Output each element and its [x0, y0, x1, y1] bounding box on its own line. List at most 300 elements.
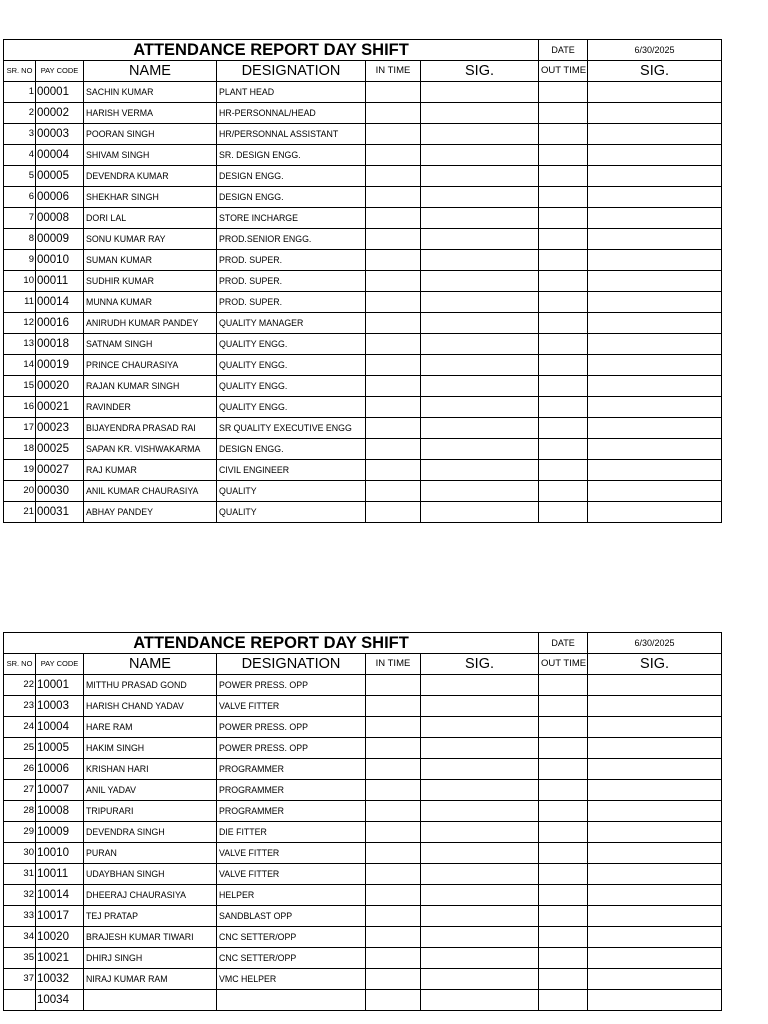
col-sig-out: SIG. — [588, 654, 722, 675]
in-time-cell[interactable] — [366, 439, 421, 460]
in-time-cell[interactable] — [366, 82, 421, 103]
sig-out-cell[interactable] — [588, 822, 722, 843]
designation-cell: PROGRAMMER — [217, 801, 366, 822]
sig-in-cell[interactable] — [421, 355, 539, 376]
sig-in-cell[interactable] — [421, 696, 539, 717]
sr-no-cell: 31 — [4, 864, 36, 885]
sig-out-cell[interactable] — [588, 334, 722, 355]
sr-no-cell: 19 — [4, 460, 36, 481]
sr-no-cell: 34 — [4, 927, 36, 948]
in-time-cell[interactable] — [366, 969, 421, 990]
sig-out-cell[interactable] — [588, 927, 722, 948]
name-cell: DHIRJ SINGH — [84, 948, 217, 969]
sig-out-cell[interactable] — [588, 990, 722, 1011]
pay-code-cell: 10004 — [36, 717, 84, 738]
out-time-cell[interactable] — [539, 460, 588, 481]
name-cell: SONU KUMAR RAY — [84, 229, 217, 250]
out-time-cell[interactable] — [539, 271, 588, 292]
in-time-cell[interactable] — [366, 885, 421, 906]
sig-out-cell[interactable] — [588, 801, 722, 822]
sig-in-cell[interactable] — [421, 397, 539, 418]
out-time-cell[interactable] — [539, 675, 588, 696]
sig-in-cell[interactable] — [421, 292, 539, 313]
in-time-cell[interactable] — [366, 103, 421, 124]
name-cell: UDAYBHAN SINGH — [84, 864, 217, 885]
out-time-cell[interactable] — [539, 864, 588, 885]
name-cell: TRIPURARI — [84, 801, 217, 822]
name-cell: SUMAN KUMAR — [84, 250, 217, 271]
name-cell: KRISHAN HARI — [84, 759, 217, 780]
sr-no-cell: 33 — [4, 906, 36, 927]
out-time-cell[interactable] — [539, 439, 588, 460]
sig-in-cell[interactable] — [421, 780, 539, 801]
sig-in-cell[interactable] — [421, 885, 539, 906]
pay-code-cell: 10011 — [36, 864, 84, 885]
designation-cell: PROGRAMMER — [217, 780, 366, 801]
sig-in-cell[interactable] — [421, 990, 539, 1011]
name-cell: DORI LAL — [84, 208, 217, 229]
pay-code-cell: 00025 — [36, 439, 84, 460]
sig-in-cell[interactable] — [421, 502, 539, 523]
table-row — [4, 397, 722, 418]
pay-code-cell: 10032 — [36, 969, 84, 990]
out-time-cell[interactable] — [539, 250, 588, 271]
column-header-row — [4, 654, 722, 675]
sig-in-cell[interactable] — [421, 187, 539, 208]
col-name: NAME — [84, 61, 217, 82]
pay-code-cell: 00014 — [36, 292, 84, 313]
table-row — [4, 906, 722, 927]
pay-code-cell: 10003 — [36, 696, 84, 717]
sig-out-cell[interactable] — [588, 208, 722, 229]
designation-cell: VMC HELPER — [217, 969, 366, 990]
pay-code-cell: 00006 — [36, 187, 84, 208]
out-time-cell[interactable] — [539, 780, 588, 801]
sr-no-cell: 12 — [4, 313, 36, 334]
sig-in-cell[interactable] — [421, 717, 539, 738]
in-time-cell[interactable] — [366, 927, 421, 948]
designation-cell: SR. DESIGN ENGG. — [217, 145, 366, 166]
in-time-cell[interactable] — [366, 481, 421, 502]
designation-cell: VALVE FITTER — [217, 864, 366, 885]
name-cell: ABHAY PANDEY — [84, 502, 217, 523]
out-time-cell[interactable] — [539, 355, 588, 376]
sr-no-cell: 21 — [4, 502, 36, 523]
sig-out-cell[interactable] — [588, 696, 722, 717]
in-time-cell[interactable] — [366, 502, 421, 523]
out-time-cell[interactable] — [539, 906, 588, 927]
designation-cell: HR-PERSONNAL/HEAD — [217, 103, 366, 124]
pay-code-cell: 10014 — [36, 885, 84, 906]
out-time-cell[interactable] — [539, 759, 588, 780]
sig-in-cell[interactable] — [421, 759, 539, 780]
sig-in-cell[interactable] — [421, 271, 539, 292]
sig-out-cell[interactable] — [588, 187, 722, 208]
in-time-cell[interactable] — [366, 906, 421, 927]
sig-out-cell[interactable] — [588, 166, 722, 187]
table-row — [4, 759, 722, 780]
in-time-cell[interactable] — [366, 822, 421, 843]
out-time-cell[interactable] — [539, 82, 588, 103]
in-time-cell[interactable] — [366, 738, 421, 759]
pay-code-cell: 10009 — [36, 822, 84, 843]
report-title: ATTENDANCE REPORT DAY SHIFT — [4, 40, 539, 61]
name-cell: SACHIN KUMAR — [84, 82, 217, 103]
out-time-cell[interactable] — [539, 822, 588, 843]
sr-no-cell: 2 — [4, 103, 36, 124]
col-out-time: OUT TIME — [539, 61, 588, 82]
table-row — [4, 822, 722, 843]
sig-out-cell[interactable] — [588, 780, 722, 801]
sig-out-cell[interactable] — [588, 864, 722, 885]
sig-in-cell[interactable] — [421, 124, 539, 145]
designation-cell: SANDBLAST OPP — [217, 906, 366, 927]
name-cell: BRAJESH KUMAR TIWARI — [84, 927, 217, 948]
col-out-time: OUT TIME — [539, 654, 588, 675]
name-cell: RAJ KUMAR — [84, 460, 217, 481]
sig-out-cell[interactable] — [588, 969, 722, 990]
out-time-cell[interactable] — [539, 187, 588, 208]
sig-out-cell[interactable] — [588, 906, 722, 927]
designation-cell: STORE INCHARGE — [217, 208, 366, 229]
sig-out-cell[interactable] — [588, 82, 722, 103]
in-time-cell[interactable] — [366, 418, 421, 439]
out-time-cell[interactable] — [539, 166, 588, 187]
sig-in-cell[interactable] — [421, 418, 539, 439]
sig-in-cell[interactable] — [421, 334, 539, 355]
in-time-cell[interactable] — [366, 717, 421, 738]
designation-cell: PROD. SUPER. — [217, 271, 366, 292]
in-time-cell[interactable] — [366, 948, 421, 969]
col-name: NAME — [84, 654, 217, 675]
out-time-cell[interactable] — [539, 738, 588, 759]
table-row — [4, 124, 722, 145]
pay-code-cell: 00005 — [36, 166, 84, 187]
sig-in-cell[interactable] — [421, 166, 539, 187]
designation-cell: POWER PRESS. OPP — [217, 675, 366, 696]
name-cell: POORAN SINGH — [84, 124, 217, 145]
pay-code-cell: 00002 — [36, 103, 84, 124]
table-body — [4, 40, 722, 523]
out-time-cell[interactable] — [539, 397, 588, 418]
table-row — [4, 481, 722, 502]
sig-in-cell[interactable] — [421, 675, 539, 696]
pay-code-cell: 10007 — [36, 780, 84, 801]
designation-cell: HR/PERSONNAL ASSISTANT — [217, 124, 366, 145]
designation-cell: PROGRAMMER — [217, 759, 366, 780]
designation-cell: PLANT HEAD — [217, 82, 366, 103]
pay-code-cell: 00027 — [36, 460, 84, 481]
designation-cell: QUALITY ENGG. — [217, 334, 366, 355]
out-time-cell[interactable] — [539, 927, 588, 948]
in-time-cell[interactable] — [366, 187, 421, 208]
sr-no-cell: 28 — [4, 801, 36, 822]
sig-out-cell[interactable] — [588, 738, 722, 759]
table-row — [4, 969, 722, 990]
pay-code-cell: 10008 — [36, 801, 84, 822]
designation-cell: QUALITY ENGG. — [217, 376, 366, 397]
sig-in-cell[interactable] — [421, 843, 539, 864]
table-row — [4, 271, 722, 292]
out-time-cell[interactable] — [539, 292, 588, 313]
sr-no-cell: 18 — [4, 439, 36, 460]
sig-out-cell[interactable] — [588, 885, 722, 906]
col-sig-in: SIG. — [421, 61, 539, 82]
pay-code-cell: 00019 — [36, 355, 84, 376]
sr-no-cell: 29 — [4, 822, 36, 843]
name-cell — [84, 990, 217, 1011]
out-time-cell[interactable] — [539, 885, 588, 906]
sig-in-cell[interactable] — [421, 313, 539, 334]
table-row — [4, 990, 722, 1011]
in-time-cell[interactable] — [366, 313, 421, 334]
col-in-time: IN TIME — [366, 61, 421, 82]
sig-out-cell[interactable] — [588, 355, 722, 376]
sr-no-cell — [4, 990, 36, 1011]
table-row — [4, 460, 722, 481]
sig-out-cell[interactable] — [588, 481, 722, 502]
date-value: 6/30/2025 — [588, 40, 722, 61]
sig-out-cell[interactable] — [588, 759, 722, 780]
out-time-cell[interactable] — [539, 843, 588, 864]
sig-in-cell[interactable] — [421, 460, 539, 481]
sig-out-cell[interactable] — [588, 145, 722, 166]
table-row — [4, 187, 722, 208]
table-row — [4, 229, 722, 250]
sig-out-cell[interactable] — [588, 229, 722, 250]
in-time-cell[interactable] — [366, 229, 421, 250]
attendance-table-2 — [3, 632, 722, 1011]
sig-in-cell[interactable] — [421, 969, 539, 990]
sig-out-cell[interactable] — [588, 124, 722, 145]
sig-out-cell[interactable] — [588, 313, 722, 334]
designation-cell: CIVIL ENGINEER — [217, 460, 366, 481]
in-time-cell[interactable] — [366, 376, 421, 397]
name-cell: HAKIM SINGH — [84, 738, 217, 759]
sig-out-cell[interactable] — [588, 717, 722, 738]
name-cell: NIRAJ KUMAR RAM — [84, 969, 217, 990]
pay-code-cell: 00003 — [36, 124, 84, 145]
in-time-cell[interactable] — [366, 780, 421, 801]
sig-out-cell[interactable] — [588, 292, 722, 313]
table-row — [4, 376, 722, 397]
sig-in-cell[interactable] — [421, 229, 539, 250]
pay-code-cell: 00010 — [36, 250, 84, 271]
name-cell: DEVENDRA SINGH — [84, 822, 217, 843]
sig-in-cell[interactable] — [421, 208, 539, 229]
sig-in-cell[interactable] — [421, 103, 539, 124]
sig-in-cell[interactable] — [421, 822, 539, 843]
in-time-cell[interactable] — [366, 696, 421, 717]
pay-code-cell: 00030 — [36, 481, 84, 502]
report-title: ATTENDANCE REPORT DAY SHIFT — [4, 633, 539, 654]
sig-out-cell[interactable] — [588, 376, 722, 397]
out-time-cell[interactable] — [539, 334, 588, 355]
sr-no-cell: 17 — [4, 418, 36, 439]
sig-out-cell[interactable] — [588, 271, 722, 292]
out-time-cell[interactable] — [539, 502, 588, 523]
pay-code-cell: 10017 — [36, 906, 84, 927]
out-time-cell[interactable] — [539, 313, 588, 334]
in-time-cell[interactable] — [366, 460, 421, 481]
table-row — [4, 439, 722, 460]
col-pay-code: PAY CODE — [36, 654, 84, 675]
sig-in-cell[interactable] — [421, 82, 539, 103]
sig-in-cell[interactable] — [421, 145, 539, 166]
out-time-cell[interactable] — [539, 717, 588, 738]
sr-no-cell: 10 — [4, 271, 36, 292]
name-cell: BIJAYENDRA PRASAD RAI — [84, 418, 217, 439]
designation-cell: POWER PRESS. OPP — [217, 738, 366, 759]
sig-out-cell[interactable] — [588, 250, 722, 271]
designation-cell: POWER PRESS. OPP — [217, 717, 366, 738]
in-time-cell[interactable] — [366, 990, 421, 1011]
name-cell: DEVENDRA KUMAR — [84, 166, 217, 187]
in-time-cell[interactable] — [366, 843, 421, 864]
table-row — [4, 145, 722, 166]
sr-no-cell: 27 — [4, 780, 36, 801]
table-row — [4, 927, 722, 948]
out-time-cell[interactable] — [539, 229, 588, 250]
sr-no-cell: 7 — [4, 208, 36, 229]
name-cell: SHEKHAR SINGH — [84, 187, 217, 208]
in-time-cell[interactable] — [366, 759, 421, 780]
designation-cell: DESIGN ENGG. — [217, 187, 366, 208]
out-time-cell[interactable] — [539, 969, 588, 990]
pay-code-cell: 10010 — [36, 843, 84, 864]
in-time-cell[interactable] — [366, 166, 421, 187]
table-row — [4, 948, 722, 969]
sig-in-cell[interactable] — [421, 906, 539, 927]
sig-out-cell[interactable] — [588, 418, 722, 439]
out-time-cell[interactable] — [539, 208, 588, 229]
sig-out-cell[interactable] — [588, 103, 722, 124]
pay-code-cell: 00020 — [36, 376, 84, 397]
in-time-cell[interactable] — [366, 271, 421, 292]
sr-no-cell: 6 — [4, 187, 36, 208]
sig-in-cell[interactable] — [421, 801, 539, 822]
pay-code-cell: 00001 — [36, 82, 84, 103]
sr-no-cell: 22 — [4, 675, 36, 696]
out-time-cell[interactable] — [539, 990, 588, 1011]
pay-code-cell: 10021 — [36, 948, 84, 969]
name-cell: SAPAN KR. VISHWAKARMA — [84, 439, 217, 460]
sig-in-cell[interactable] — [421, 927, 539, 948]
in-time-cell[interactable] — [366, 292, 421, 313]
date-value: 6/30/2025 — [588, 633, 722, 654]
pay-code-cell: 10006 — [36, 759, 84, 780]
col-sr-no: SR. NO — [4, 61, 36, 82]
table-row — [4, 738, 722, 759]
col-in-time: IN TIME — [366, 654, 421, 675]
designation-cell: PROD. SUPER. — [217, 292, 366, 313]
sig-out-cell[interactable] — [588, 843, 722, 864]
sr-no-cell: 26 — [4, 759, 36, 780]
sig-in-cell[interactable] — [421, 481, 539, 502]
sig-in-cell[interactable] — [421, 376, 539, 397]
name-cell: RAVINDER — [84, 397, 217, 418]
sr-no-cell: 1 — [4, 82, 36, 103]
sig-in-cell[interactable] — [421, 250, 539, 271]
sr-no-cell: 16 — [4, 397, 36, 418]
table-row — [4, 103, 722, 124]
sr-no-cell: 8 — [4, 229, 36, 250]
table-row — [4, 82, 722, 103]
table-row — [4, 250, 722, 271]
sr-no-cell: 4 — [4, 145, 36, 166]
sr-no-cell: 20 — [4, 481, 36, 502]
name-cell: MUNNA KUMAR — [84, 292, 217, 313]
in-time-cell[interactable] — [366, 124, 421, 145]
sig-out-cell[interactable] — [588, 460, 722, 481]
designation-cell: VALVE FITTER — [217, 696, 366, 717]
table-row — [4, 418, 722, 439]
out-time-cell[interactable] — [539, 481, 588, 502]
pay-code-cell: 00011 — [36, 271, 84, 292]
sr-no-cell: 9 — [4, 250, 36, 271]
designation-cell: QUALITY ENGG. — [217, 355, 366, 376]
out-time-cell[interactable] — [539, 801, 588, 822]
designation-cell: PROD. SUPER. — [217, 250, 366, 271]
sig-in-cell[interactable] — [421, 948, 539, 969]
in-time-cell[interactable] — [366, 675, 421, 696]
sig-out-cell[interactable] — [588, 675, 722, 696]
title-row — [4, 633, 722, 654]
name-cell: SATNAM SINGH — [84, 334, 217, 355]
sig-in-cell[interactable] — [421, 738, 539, 759]
out-time-cell[interactable] — [539, 145, 588, 166]
in-time-cell[interactable] — [366, 397, 421, 418]
name-cell: PRINCE CHAURASIYA — [84, 355, 217, 376]
name-cell: RAJAN KUMAR SINGH — [84, 376, 217, 397]
pay-code-cell: 00016 — [36, 313, 84, 334]
pay-code-cell: 00031 — [36, 502, 84, 523]
pay-code-cell: 00008 — [36, 208, 84, 229]
table-row — [4, 843, 722, 864]
in-time-cell[interactable] — [366, 334, 421, 355]
out-time-cell[interactable] — [539, 418, 588, 439]
out-time-cell[interactable] — [539, 948, 588, 969]
name-cell: PURAN — [84, 843, 217, 864]
in-time-cell[interactable] — [366, 801, 421, 822]
out-time-cell[interactable] — [539, 103, 588, 124]
sig-in-cell[interactable] — [421, 864, 539, 885]
out-time-cell[interactable] — [539, 696, 588, 717]
in-time-cell[interactable] — [366, 250, 421, 271]
name-cell: HARE RAM — [84, 717, 217, 738]
out-time-cell[interactable] — [539, 376, 588, 397]
sig-out-cell[interactable] — [588, 397, 722, 418]
in-time-cell[interactable] — [366, 864, 421, 885]
name-cell: DHEERAJ CHAURASIYA — [84, 885, 217, 906]
in-time-cell[interactable] — [366, 208, 421, 229]
out-time-cell[interactable] — [539, 124, 588, 145]
in-time-cell[interactable] — [366, 355, 421, 376]
name-cell: MITTHU PRASAD GOND — [84, 675, 217, 696]
pay-code-cell: 10005 — [36, 738, 84, 759]
sig-in-cell[interactable] — [421, 439, 539, 460]
designation-cell: CNC SETTER/OPP — [217, 927, 366, 948]
sr-no-cell: 14 — [4, 355, 36, 376]
table-row — [4, 801, 722, 822]
table-row — [4, 334, 722, 355]
sr-no-cell: 13 — [4, 334, 36, 355]
sig-out-cell[interactable] — [588, 948, 722, 969]
designation-cell: QUALITY — [217, 481, 366, 502]
sig-out-cell[interactable] — [588, 502, 722, 523]
sig-out-cell[interactable] — [588, 439, 722, 460]
in-time-cell[interactable] — [366, 145, 421, 166]
